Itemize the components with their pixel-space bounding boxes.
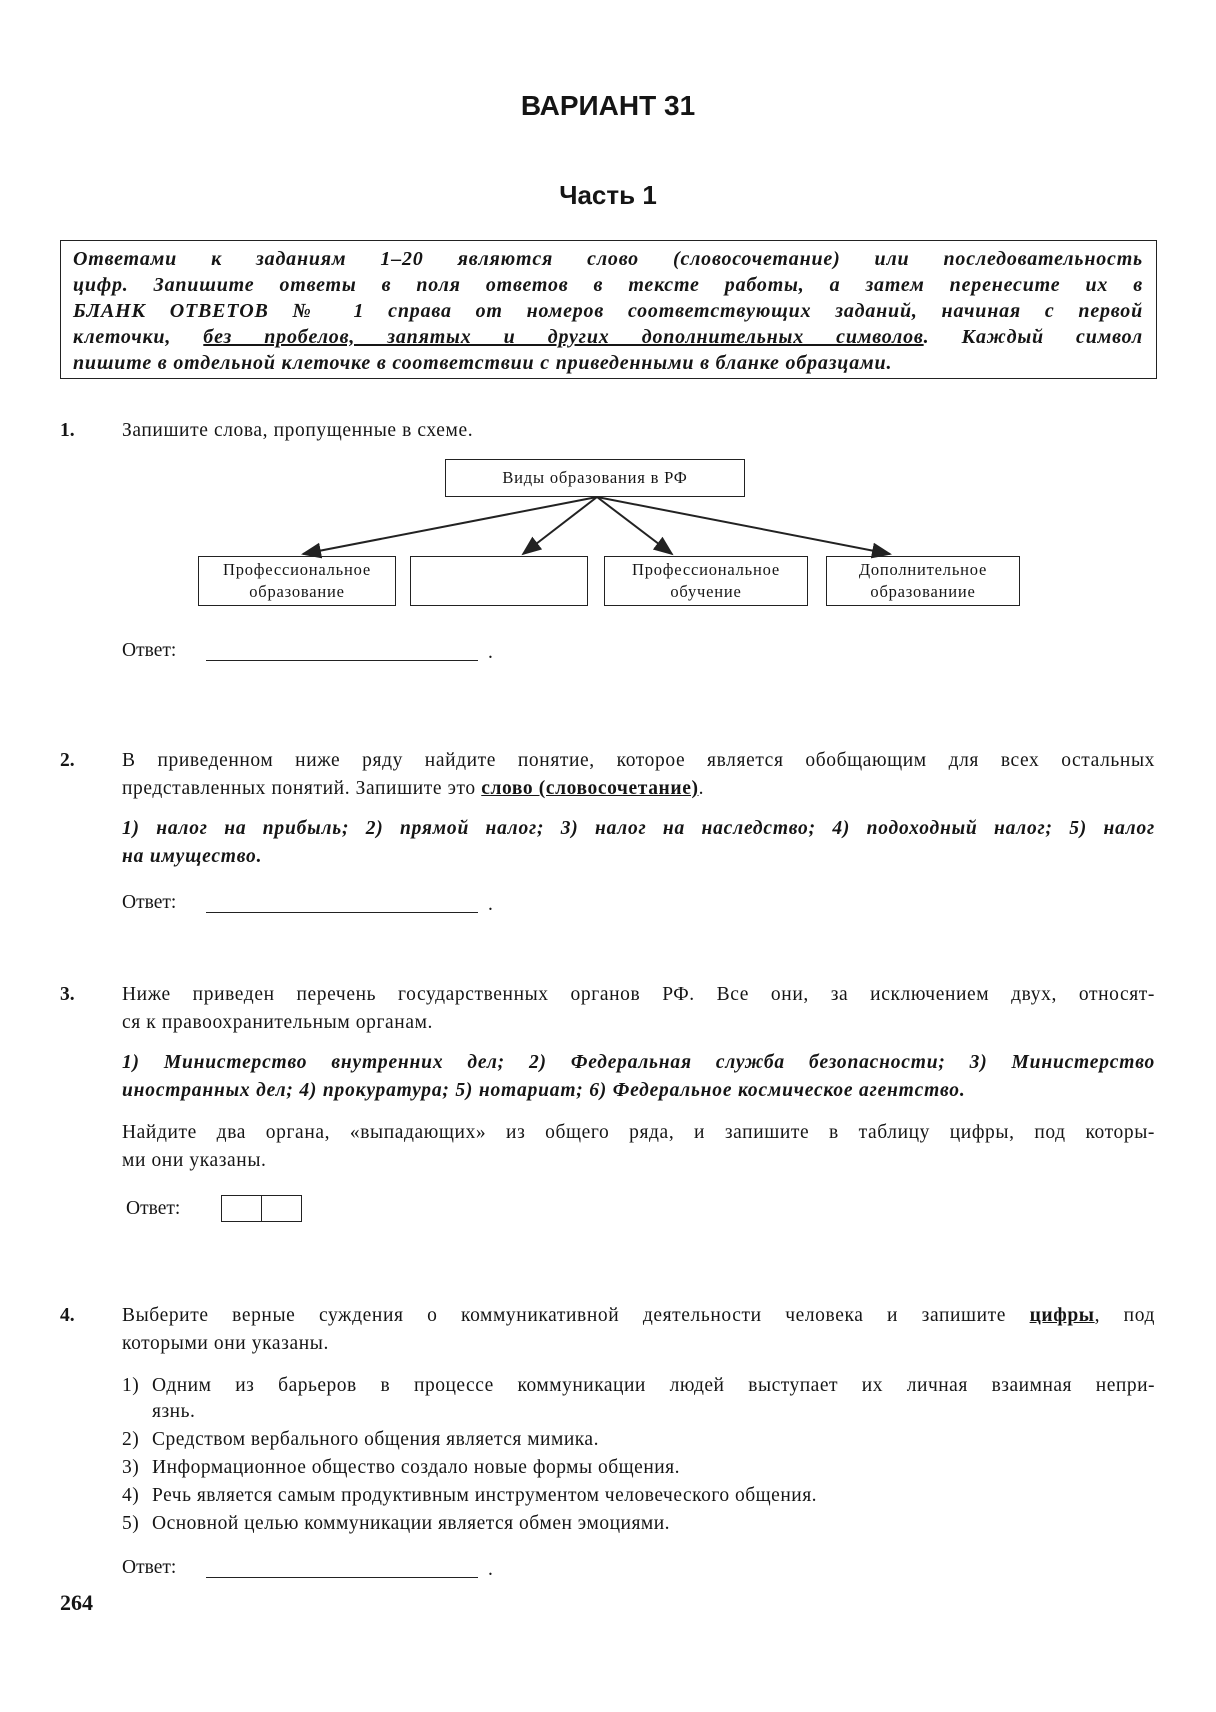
- option-text: язнь.: [152, 1401, 196, 1422]
- question-text: [122, 1303, 1155, 1329]
- question-emphasis: цифры: [1029, 1305, 1095, 1326]
- instructions-line: цифр. Запишите ответы в поля ответов в тексте работы, а затем перенесите их в: [73, 274, 1143, 296]
- question-text-part: .: [698, 778, 705, 799]
- option-number: 3): [122, 1457, 140, 1478]
- diagram-node: Профессиональное образование: [198, 556, 396, 606]
- diagram-node: Профессиональное обучение: [604, 556, 808, 606]
- question-text: Запишите слова, пропущенные в схеме.: [122, 420, 474, 441]
- question-text: В приведенном ниже ряду найдите понятие, которое является обобщающим для всех остальных: [122, 750, 1155, 771]
- question-number: 4.: [60, 1305, 75, 1326]
- question-number: 3.: [60, 984, 75, 1005]
- options-text: на имущество.: [122, 846, 263, 867]
- answer-field[interactable]: [206, 660, 478, 661]
- instructions-text: . Каждый символ: [923, 326, 1143, 348]
- page-number: 264: [60, 1590, 93, 1615]
- question-text: Найдите два органа, «выпадающих» из общего ряда, и запишите в таблицу цифры, под которы-: [122, 1122, 1155, 1143]
- diagram-node: Дополнительное образованиие: [826, 556, 1020, 606]
- answer-label: Ответ:: [122, 892, 177, 913]
- question-text: ся к правоохранительным органам.: [122, 1012, 434, 1033]
- options-text: иностранных дел; 4) прокуратура; 5) нотариат; 6) Федеральное космическое агентство.: [122, 1080, 966, 1101]
- question-text: [122, 776, 1155, 802]
- instructions-text: клеточки,: [73, 326, 204, 348]
- option-number: 1): [122, 1375, 140, 1396]
- answer-dot: .: [488, 894, 493, 915]
- answer-field[interactable]: [206, 912, 478, 913]
- option-number: 5): [122, 1513, 140, 1534]
- variant-title: ВАРИАНТ 31: [520, 90, 696, 121]
- question-number: 2.: [60, 750, 75, 771]
- instructions-line: Ответами к заданиям 1–20 являются слово (словосочетание) или последовательность: [73, 248, 1143, 270]
- arrow: [523, 497, 597, 554]
- instructions-underlined: без пробелов, запятых и других дополнительных символов: [203, 326, 924, 348]
- question-text-part: Выберите верные суждения о коммуникативной деятельности человека и запишите: [122, 1305, 1030, 1326]
- answer-dot: .: [488, 642, 493, 663]
- answer-label: Ответ:: [122, 640, 177, 661]
- question-text: которыми они указаны.: [122, 1333, 329, 1354]
- question-text-part: , под: [1094, 1305, 1156, 1326]
- arrow: [597, 497, 672, 554]
- arrow: [303, 497, 597, 554]
- question-text: ми они указаны.: [122, 1150, 267, 1171]
- instructions-line: БЛАНК ОТВЕТОВ № 1 справа от номеров соответствующих заданий, начиная с первой: [73, 300, 1143, 322]
- diagram-node-empty: [410, 556, 588, 606]
- instructions-line: пишите в отдельной клеточке в соответствии с приведенными в бланке образцами.: [73, 352, 893, 374]
- option-item: [122, 1373, 1155, 1425]
- option-number: 4): [122, 1485, 140, 1506]
- option-text: Основной целью коммуникации является обмен эмоциями.: [152, 1513, 671, 1534]
- option-text: Средством вербального общения является мимика.: [152, 1429, 599, 1450]
- answer-field[interactable]: [206, 1577, 478, 1578]
- question-text: Ниже приведен перечень государственных органов РФ. Все они, за исключением двух, относят-: [122, 984, 1155, 1005]
- options-text: 1) налог на прибыль; 2) прямой налог; 3) налог на наследство; 4) подоходный налог; 5) налог: [122, 818, 1155, 839]
- question-number: 1.: [60, 420, 75, 441]
- question-text-part: представленных понятий. Запишите это: [122, 778, 482, 799]
- options-text: 1) Министерство внутренних дел; 2) Федеральная служба безопасности; 3) Министерство: [122, 1052, 1155, 1073]
- answer-label: Ответ:: [126, 1198, 181, 1219]
- option-text: Речь является самым продуктивным инструментом человеческого общения.: [152, 1485, 818, 1506]
- option-text: Информационное общество создало новые формы общения.: [152, 1457, 681, 1478]
- diagram-root: Виды образования в РФ: [445, 459, 745, 497]
- question-emphasis: слово (словосочетание): [481, 778, 699, 799]
- option-text: Одним из барьеров в процессе коммуникации людей выступает их личная взаимная непри-: [152, 1375, 1155, 1396]
- option-number: 2): [122, 1429, 140, 1450]
- answer-cell-1[interactable]: [221, 1195, 262, 1222]
- answer-label: Ответ:: [122, 1557, 177, 1578]
- answer-dot: .: [488, 1559, 493, 1580]
- arrow: [597, 497, 890, 554]
- answer-cell-2[interactable]: [261, 1195, 302, 1222]
- part-title: Часть 1: [559, 180, 657, 210]
